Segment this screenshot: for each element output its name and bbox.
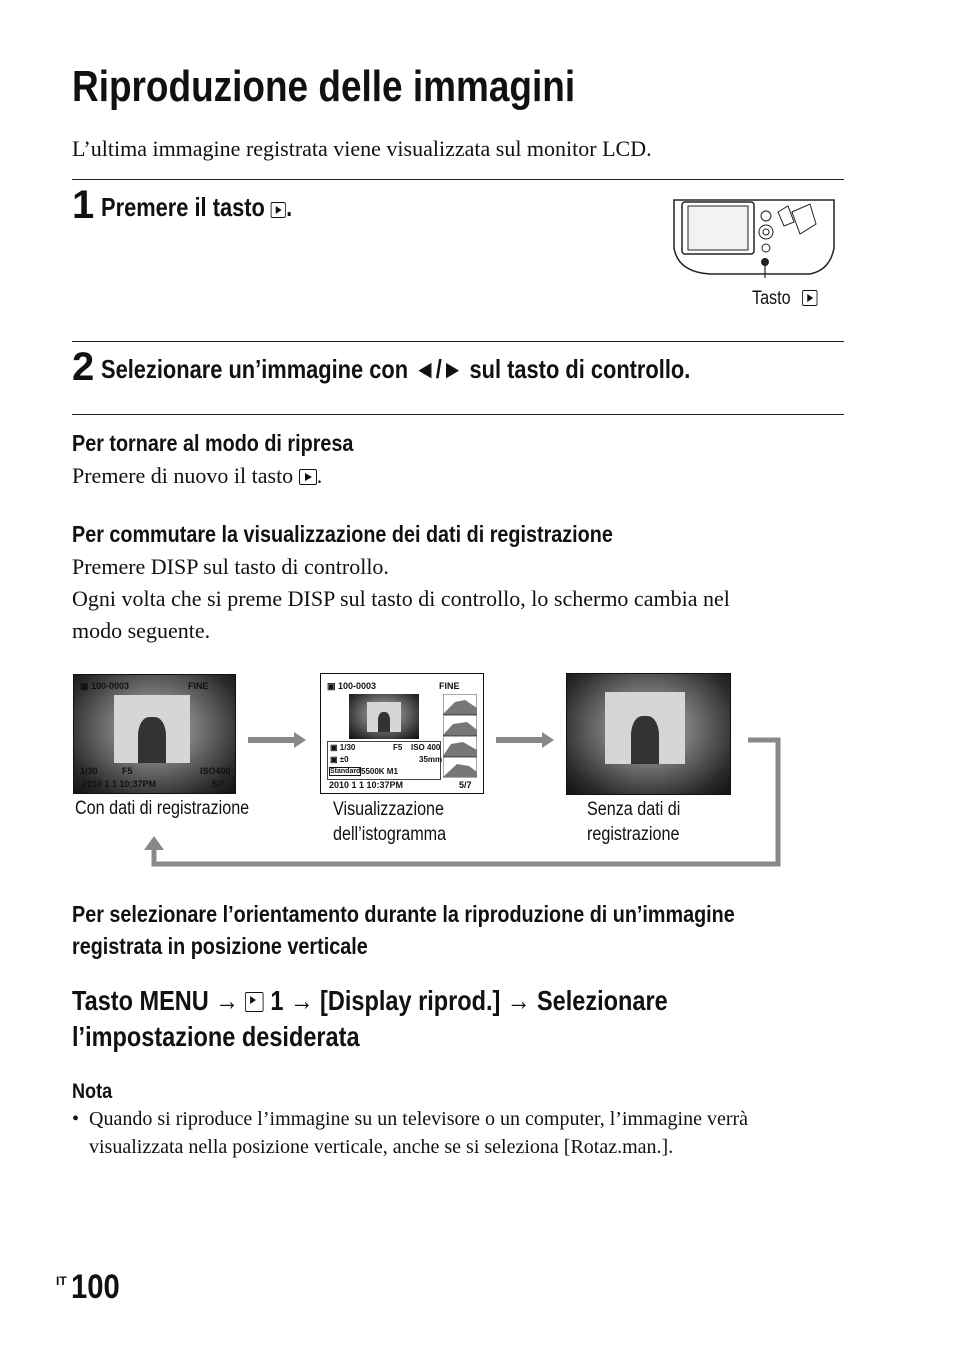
- iso: ISO 400: [411, 743, 441, 752]
- page-number: 100: [71, 1268, 120, 1306]
- section2-line3: modo seguente.: [72, 618, 211, 643]
- page-lang: IT: [56, 1274, 67, 1288]
- file-number-text: 100-0003: [91, 681, 130, 691]
- section2-line1: Premere DISP sul tasto di controllo.: [72, 554, 389, 579]
- play-icon: [271, 202, 286, 218]
- menu-path-part2: 1 → [Display riprod.] → Selezionare: [270, 985, 668, 1016]
- step1-text: [101, 192, 292, 223]
- menu-path-line2: l’impostazione desiderata: [72, 1021, 360, 1052]
- mode: Standard: [330, 768, 361, 775]
- section1-label: Premere di nuovo il tasto: [72, 463, 294, 488]
- note-line2: visualizzata nella posizione verticale, anche se si seleziona [Rotaz.man.].: [89, 1136, 674, 1158]
- wb: 5500K M1: [361, 767, 398, 776]
- caption-c-line1: Senza dati di: [587, 799, 681, 820]
- intro-text: L’ultima immagine registrata viene visualizzata sul monitor LCD.: [72, 136, 652, 161]
- quality: FINE: [188, 681, 209, 691]
- iso: ISO400: [200, 766, 231, 776]
- camera-illustration: [670, 198, 836, 278]
- shutter: 1/30: [80, 766, 98, 776]
- section3-heading-line1: Per selezionare l’orientamento durante la riproduzione di un’immagine: [72, 901, 735, 927]
- aperture: F5: [122, 766, 133, 776]
- page-title: Riproduzione delle immagini: [72, 62, 576, 111]
- section1-after: .: [316, 463, 323, 488]
- divider: [72, 341, 844, 342]
- menu-path-part1: Tasto MENU →: [72, 985, 239, 1016]
- section2-line2: Ogni volta che si preme DISP sul tasto di controllo, lo schermo cambia nel: [72, 586, 730, 611]
- play-icon: [802, 290, 817, 306]
- section2-heading: Per commutare la visualizzazione dei dati di registrazione: [72, 521, 613, 547]
- section3-heading-line2: registrata in posizione verticale: [72, 933, 368, 959]
- file-number: ▣ 100-0003: [80, 681, 130, 691]
- section1-heading: Per tornare al modo di ripresa: [72, 430, 354, 456]
- photo-thumb: [349, 694, 419, 739]
- note-bullet: •: [72, 1108, 80, 1130]
- note-line1: Quando si riproduce l’immagine su un televisore o un computer, l’immagine verrà: [89, 1108, 749, 1130]
- shutter-text: 1/30: [339, 743, 356, 752]
- step1-after: .: [286, 192, 293, 222]
- shutter: ▣ 1/30: [330, 743, 356, 752]
- aperture: F5: [393, 743, 403, 752]
- divider: [72, 179, 844, 180]
- step2-number: 2: [72, 345, 95, 389]
- quality: FINE: [439, 681, 460, 691]
- divider: [72, 414, 844, 415]
- file-number-text: 100-0003: [338, 681, 377, 691]
- focal: 35mm: [419, 755, 443, 764]
- section1-text: [72, 463, 322, 489]
- play-icon: [245, 992, 263, 1012]
- step2-text: Selezionare un’immagine con ◄/► sul tasto di controllo.: [101, 354, 691, 384]
- menu-path-line1: [72, 985, 668, 1017]
- date: 2010 1 1 10:37PM: [329, 780, 404, 790]
- step1-label: Premere il tasto: [101, 192, 265, 222]
- play-icon: [299, 469, 317, 485]
- ev-text: ±0: [339, 755, 349, 764]
- return-arrow-icon: [140, 736, 784, 870]
- camera-label-text: Tasto: [752, 288, 791, 309]
- step1-number: 1: [72, 183, 95, 227]
- file-number: ▣ 100-0003: [327, 681, 377, 691]
- caption-a: Con dati di registrazione: [75, 798, 250, 819]
- camera-label: [752, 288, 817, 310]
- ev: ▣ ±0: [330, 755, 349, 764]
- count: 5/7: [459, 780, 472, 790]
- caption-c-line2: registrazione: [587, 824, 680, 845]
- caption-b-line2: dell’istogramma: [333, 824, 447, 845]
- caption-b-line1: Visualizzazione: [333, 799, 445, 820]
- count: 5/7: [212, 779, 225, 789]
- note-heading: Nota: [72, 1080, 113, 1103]
- date: 2010 1 1 10:37PM: [82, 779, 157, 789]
